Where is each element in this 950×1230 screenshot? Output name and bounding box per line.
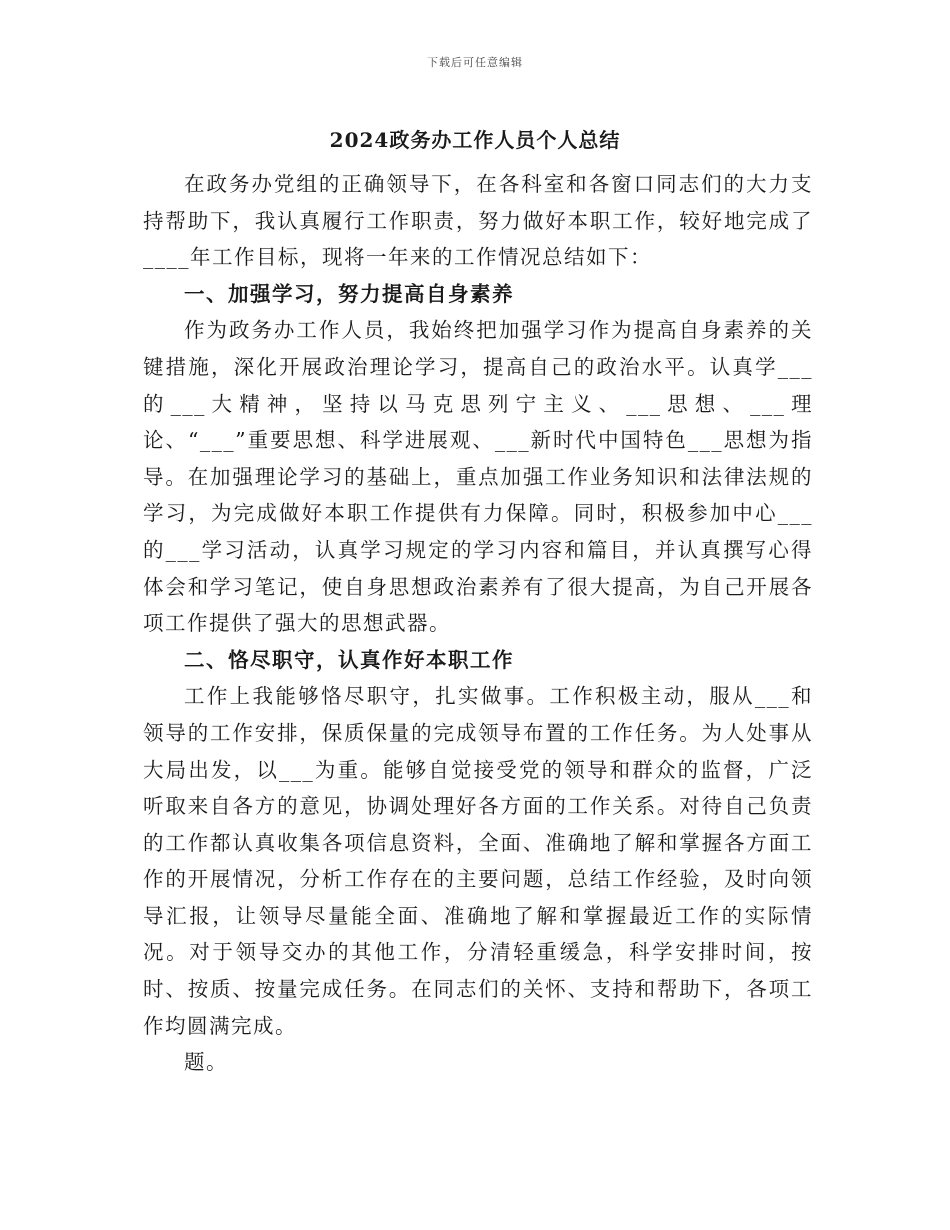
header-note: 下载后可任意编辑 (427, 56, 523, 69)
intro-paragraph: 在政务办党组的正确领导下，在各科室和各窗口同志们的大力支持帮助下，我认真履行工作职责，努力做好本职工作，较好地完成了____年工作目标，现将一年来的工作情况总结如下： (143, 172, 813, 270)
document-body (143, 166, 813, 1081)
section-2-heading: 二、恪尽职守，认真作好本职工作 (184, 647, 514, 672)
section-1-paragraph: 作为政务办工作人员，我始终把加强学习作为提高自身素养的关键措施，深化开展政治理论学习，提高自己的政治水平。认真学___的___大精神，坚持以马克思列宁主义、___思想、___理论、“___”重要思想、科学进展观、___新时代中国特色___思想为指导。在加强理论学习的基础上，重点加强工作业务知识和法律法规的学习，为完成做好本职工作提供有力保障。同时，积极参加中心___的___学习活动，认真学习规定的学习内容和篇目，并认真撰写心得体会和学习笔记，使自身思想政治素养有了很大提高，为自己开展各项工作提供了强大的思想武器。 (143, 318, 813, 636)
trailing-paragraph: 题。 (184, 1050, 228, 1075)
section-1-heading: 一、加强学习，努力提高自身素养 (184, 281, 514, 306)
document-title: 2024政务办工作人员个人总结 (329, 128, 621, 152)
section-2-paragraph: 工作上我能够恪尽职守，扎实做事。工作积极主动，服从___和领导的工作安排，保质保量的完成领导布置的工作任务。为人处事从大局出发，以___为重。能够自觉接受党的领导和群众的监督，广泛听取来自各方的意见，协调处理好各方面的工作关系。对待自己负责的工作都认真收集各项信息资料，全面、准确地了解和掌握各方面工作的开展情况，分析工作存在的主要问题，总结工作经验，及时向领导汇报，让领导尽量能全面、准确地了解和掌握最近工作的实际情况。对于领导交办的其他工作，分清轻重缓急，科学安排时间，按时、按质、按量完成任务。在同志们的关怀、支持和帮助下，各项工作均圆满完成。 (143, 684, 813, 1038)
